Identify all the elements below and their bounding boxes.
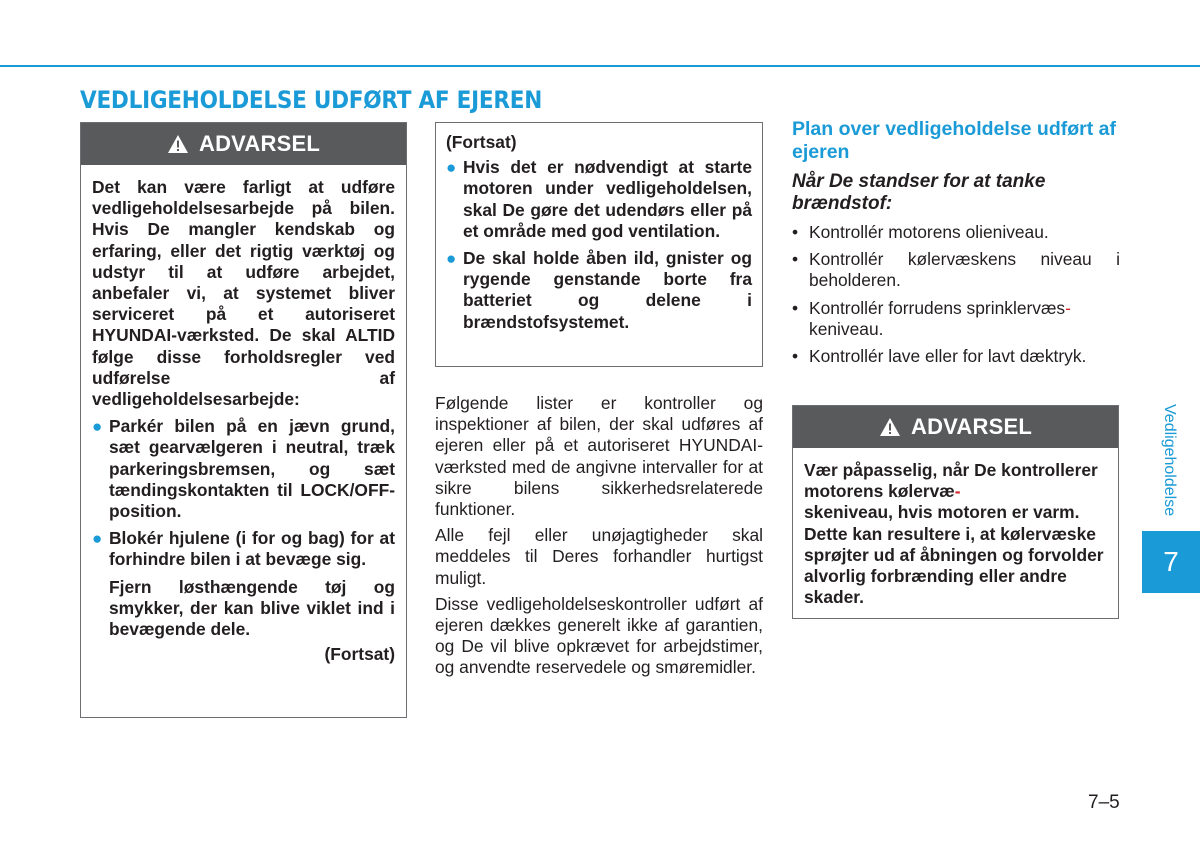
list-item: • Kontrollér lave eller for lavt dæktryk.: [792, 346, 1087, 367]
warning-bullet-list: [446, 157, 752, 333]
warning-box-right: [792, 405, 1119, 619]
bullet-icon: ●: [92, 417, 103, 437]
warning-triangle-icon: [167, 134, 189, 154]
list-item: ● De skal holde åben ild, gnister og rygende genstande borte fra batteriet og delene i brændstofsystemet.: [446, 248, 752, 332]
list-item: • Kontrollér motorens olieniveau.: [792, 222, 1049, 242]
bullet-icon: •: [792, 222, 799, 242]
paragraph: Disse vedligeholdelseskontroller udført af ejeren dækkes generelt ikke af garantien, og De vil blive opkrævet for arbejdstimer, og anvendte reservedele og smøremidler.: [435, 593, 763, 678]
header-rule: [0, 65, 1200, 67]
chapter-tab-label: Vedligeholdelse: [1161, 404, 1178, 517]
warning-box-left: [80, 122, 407, 718]
check-list: [792, 222, 1120, 373]
warning-triangle-icon: [879, 417, 901, 437]
bullet-icon: •: [792, 249, 799, 270]
bullet-icon: ●: [446, 249, 457, 269]
hyphen-mark: -: [1065, 297, 1071, 318]
warning-label: ADVARSEL: [911, 414, 1032, 439]
warning-box-continued: [435, 122, 763, 367]
section-heading: Plan over vedligeholdelse udført af ejeren: [792, 118, 1116, 163]
list-item: • Kontrollér forrudens sprinklervæs- keniveau.: [792, 297, 1071, 339]
list-item: ● Parkér bilen på en jævn grund, sæt gearvælgeren i neutral, træk parkeringsbremsen, og sæt tændingskontakten til LOCK/OFF-position.: [92, 416, 395, 522]
list-item: ● Blokér hjulene (i for og bag) for at forhindre bilen i at bevæge sig.: [92, 528, 395, 570]
bullet-icon: ●: [446, 158, 457, 178]
continued-header: (Fortsat): [446, 132, 517, 152]
warning-text: Vær påpasselig, når De kontrollerer motorens kølervæ- skeniveau, hvis motoren er varm. Dette kan resultere i, at kølervæske sprøjter ud af åbningen og forvolder alvorlig forbrænding eller andre skader.: [804, 460, 1104, 608]
warning-body: [793, 448, 1118, 616]
warning-header: [81, 123, 406, 165]
warning-body: [81, 165, 406, 673]
bullet-icon: •: [792, 297, 799, 318]
bullet-icon: ●: [92, 529, 103, 549]
list-item: • Kontrollér kølervæskens niveau i beholderen.: [792, 249, 1120, 291]
paragraph: Alle fejl eller unøjagtigheder skal meddeles til Deres forhandler hurtigst muligt.: [435, 525, 763, 588]
warning-label: ADVARSEL: [199, 131, 320, 156]
continued-label: (Fortsat): [324, 644, 395, 665]
sub-heading: Når De standser for at tanke brændstof:: [792, 171, 1046, 214]
list-item: ● Hvis det er nødvendigt at starte motoren under vedligeholdelsen, skal De gøre det udendørs eller på et område med god ventilation.: [446, 157, 752, 241]
page-title: VEDLIGEHOLDELSE UDFØRT AF EJEREN: [80, 86, 543, 114]
page-number: 7–5: [1088, 792, 1120, 813]
intro-text: [435, 393, 763, 684]
chapter-number-badge: 7: [1142, 531, 1200, 593]
warning-extra: Fjern løsthængende tøj og smykker, der kan blive viklet ind i bevægende dele.: [109, 576, 395, 640]
hyphen-mark: -: [954, 481, 961, 502]
warning-header: [793, 406, 1118, 448]
warning-intro: Det kan være farligt at udføre vedligeholdelsesarbejde på bilen. Hvis De mangler kendskab og erfaring, eller det rigtig værktøj og udstyr til at udføre arbejdet, anbefaler vi, at systemet bliver serviceret på et autoriseret HYUNDAI-værksted. De skal ALTID følge disse forholdsregler ved udførelse af vedligeholdelsesarbejde:: [92, 177, 395, 410]
paragraph: Følgende lister er kontroller og inspektioner af bilen, der skal udføres af ejeren eller på et autoriseret HYUNDAI-værksted med de angivne intervaller for at sikre bilens sikkerhedsrelaterede funktioner.: [435, 393, 763, 520]
warning-bullet-list: [92, 416, 395, 570]
bullet-icon: •: [792, 346, 799, 367]
